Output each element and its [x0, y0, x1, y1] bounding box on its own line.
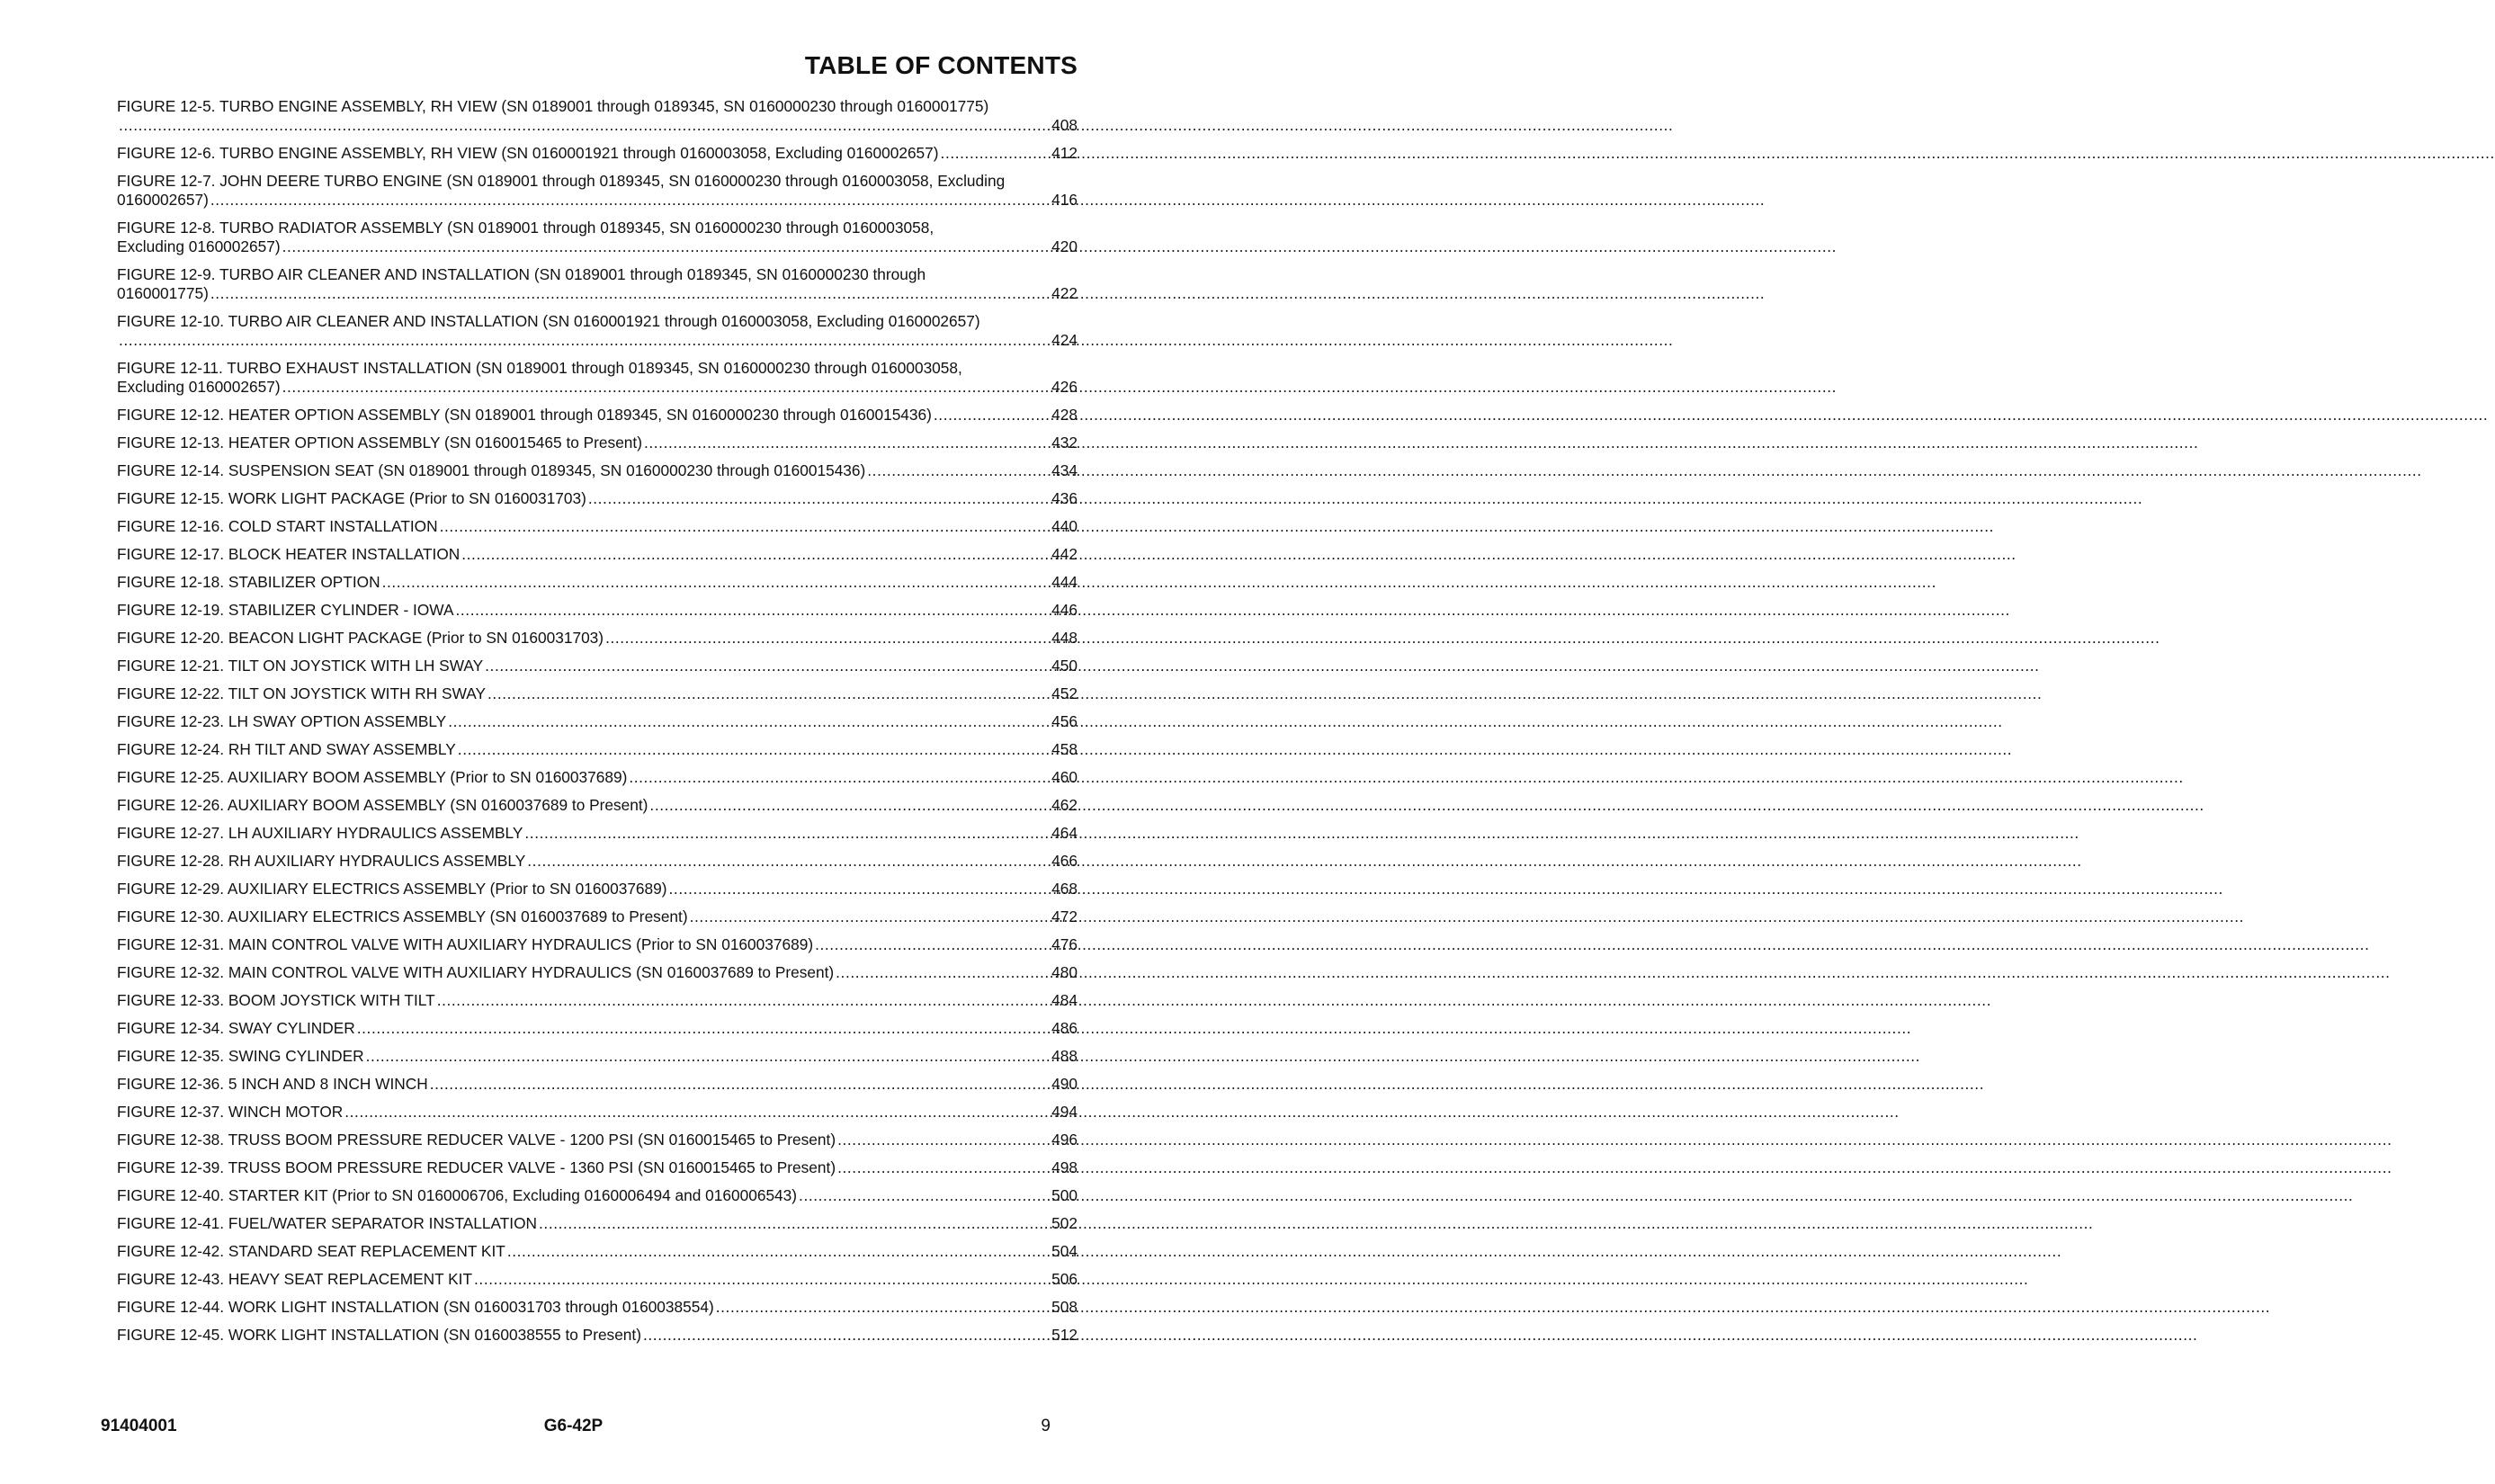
toc-entry-page-number: 506	[1051, 1270, 1078, 1288]
dot-leader	[524, 824, 1050, 843]
toc-entry-title: FIGURE 12-17. BLOCK HEATER INSTALLATION	[117, 545, 461, 563]
toc-entry[interactable]	[117, 796, 1078, 815]
toc-entry[interactable]	[117, 219, 1078, 256]
toc-entry-page-number: 496	[1051, 1131, 1078, 1149]
toc-entry-title: FIGURE 12-41. FUEL/WATER SEPARATOR INSTALLATION	[117, 1214, 538, 1232]
toc-list	[117, 97, 1078, 1354]
toc-entry-page-number: 464	[1051, 824, 1078, 842]
toc-entry[interactable]	[117, 573, 1078, 592]
page-title: TABLE OF CONTENTS	[804, 51, 1078, 79]
toc-entry-leader-line	[117, 1047, 1078, 1066]
toc-entry[interactable]	[117, 489, 1078, 508]
toc-entry-page-number: 456	[1051, 712, 1078, 730]
toc-entry[interactable]	[117, 434, 1078, 452]
toc-entry[interactable]	[117, 684, 1078, 703]
toc-entry-page-number: 462	[1051, 796, 1078, 814]
dot-leader	[366, 1047, 1051, 1066]
toc-entry-page-number: 472	[1051, 907, 1078, 925]
toc-entry-title: FIGURE 12-21. TILT ON JOYSTICK WITH LH SWAY	[117, 657, 484, 675]
dot-leader	[382, 573, 1051, 592]
toc-entry-title: FIGURE 12-12. HEATER OPTION ASSEMBLY (SN 0189001 through 0189345, SN 0160000230 through 0160015436)	[117, 406, 932, 424]
toc-entry-leader-line	[117, 1326, 1078, 1345]
toc-entry-title: FIGURE 12-7. JOHN DEERE TURBO ENGINE (SN 0189001 through 0189345, SN 0160000230 through 0160003058, Excluding	[117, 172, 1006, 190]
toc-entry-title-continued: 0160001775)	[117, 284, 209, 302]
toc-entry-title: FIGURE 12-30. AUXILIARY ELECTRICS ASSEMBLY (SN 0160037689 to Present)	[117, 907, 688, 925]
toc-entry-title: FIGURE 12-28. RH AUXILIARY HYDRAULICS ASSEMBLY	[117, 852, 526, 870]
toc-entry-leader-line	[117, 545, 1078, 564]
toc-entry-title: FIGURE 12-25. AUXILIARY BOOM ASSEMBLY (Prior to SN 0160037689)	[117, 768, 628, 786]
toc-entry-leader-line	[117, 601, 1078, 620]
toc-entry-title: FIGURE 12-23. LH SWAY OPTION ASSEMBLY	[117, 712, 447, 730]
toc-entry-page-number: 498	[1051, 1158, 1078, 1176]
toc-entry-leader-line	[117, 116, 1078, 135]
toc-entry-leader-line	[117, 1186, 1078, 1205]
toc-entry-leader-line	[117, 378, 1078, 397]
dot-leader	[934, 406, 1050, 425]
toc-entry[interactable]	[117, 1326, 1078, 1345]
toc-entry-page-number: 412	[1051, 144, 1078, 162]
toc-entry-page-number: 434	[1051, 461, 1078, 479]
toc-entry-page-number: 450	[1051, 657, 1078, 675]
toc-entry[interactable]	[117, 1270, 1078, 1289]
toc-entry-page-number: 458	[1051, 740, 1078, 758]
toc-entry-leader-line	[117, 1298, 1078, 1317]
dot-leader	[357, 1019, 1050, 1038]
dot-leader	[649, 796, 1050, 815]
toc-entry-page-number: 422	[1051, 284, 1078, 302]
toc-entry-title: FIGURE 12-27. LH AUXILIARY HYDRAULICS ASSEMBLY	[117, 824, 523, 842]
toc-entry-title: FIGURE 12-14. SUSPENSION SEAT (SN 0189001 through 0189345, SN 0160000230 through 0160015436)	[117, 461, 866, 479]
toc-entry-page-number: 442	[1051, 545, 1078, 563]
toc-entry[interactable]	[117, 1075, 1078, 1094]
dot-leader	[461, 545, 1050, 564]
toc-entry-title: FIGURE 12-8. TURBO RADIATOR ASSEMBLY (SN 0189001 through 0189345, SN 0160000230 through 0160003058,	[117, 219, 935, 237]
toc-entry-leader-line	[117, 991, 1078, 1010]
toc-entry-title: FIGURE 12-10. TURBO AIR CLEANER AND INSTALLATION (SN 0160001921 through 0160003058, Excluding 0160002657)	[117, 312, 980, 330]
toc-entry-page-number: 486	[1051, 1019, 1078, 1037]
dot-leader	[507, 1242, 1050, 1261]
toc-entry[interactable]	[117, 461, 1078, 480]
toc-entry-page-number: 460	[1051, 768, 1078, 786]
toc-entry-page-number: 494	[1051, 1103, 1078, 1121]
dot-leader	[437, 991, 1050, 1010]
toc-entry-leader-line	[117, 237, 1078, 256]
toc-entry[interactable]	[117, 935, 1078, 954]
toc-entry-leader-line	[117, 824, 1078, 843]
toc-entry[interactable]	[117, 768, 1078, 787]
toc-entry[interactable]	[117, 1019, 1078, 1038]
footer-doc-number: 91404001	[101, 1417, 177, 1435]
toc-entry-page-number: 500	[1051, 1186, 1078, 1204]
toc-entry-page-number: 446	[1051, 601, 1078, 619]
toc-entry[interactable]	[117, 1298, 1078, 1317]
toc-entry-page-number: 466	[1051, 852, 1078, 870]
toc-entry-leader-line	[117, 907, 1078, 926]
dot-leader	[282, 378, 1051, 397]
toc-entry-leader-line	[117, 1019, 1078, 1038]
toc-entry[interactable]	[117, 963, 1078, 982]
dot-leader	[539, 1214, 1050, 1233]
toc-entry-title-continued: Excluding 0160002657)	[117, 378, 281, 396]
toc-entry-title: FIGURE 12-15. WORK LIGHT PACKAGE (Prior to SN 0160031703)	[117, 489, 586, 507]
toc-entry-leader-line	[117, 629, 1078, 648]
toc-entry-page-number: 502	[1051, 1214, 1078, 1232]
toc-entry-leader-line	[117, 740, 1078, 759]
dot-leader	[440, 517, 1051, 536]
toc-entry-title: FIGURE 12-37. WINCH MOTOR	[117, 1103, 344, 1121]
toc-entry-title: FIGURE 12-32. MAIN CONTROL VALVE WITH AUXILIARY HYDRAULICS (SN 0160037689 to Present)	[117, 963, 835, 981]
toc-entry-leader-line	[117, 434, 1078, 452]
toc-entry-title: FIGURE 12-43. HEAVY SEAT REPLACEMENT KIT	[117, 1270, 473, 1288]
toc-entry[interactable]	[117, 1131, 1078, 1149]
toc-entry-page-number: 408	[1051, 116, 1078, 134]
toc-entry-leader-line	[117, 1242, 1078, 1261]
toc-entry[interactable]	[117, 1158, 1078, 1177]
toc-entry-leader-line	[117, 331, 1078, 350]
toc-entry[interactable]	[117, 1242, 1078, 1261]
toc-entry[interactable]	[117, 712, 1078, 731]
toc-entry[interactable]	[117, 406, 1078, 425]
dot-leader	[629, 768, 1050, 787]
dot-leader	[119, 116, 1050, 135]
toc-entry-leader-line	[117, 1131, 1078, 1149]
dot-leader	[588, 489, 1050, 508]
toc-entry-title: FIGURE 12-33. BOOM JOYSTICK WITH TILT	[117, 991, 435, 1009]
dot-leader	[282, 237, 1051, 256]
dot-leader	[643, 1326, 1050, 1345]
toc-entry[interactable]	[117, 172, 1078, 210]
toc-entry-title: FIGURE 12-11. TURBO EXHAUST INSTALLATION (SN 0189001 through 0189345, SN 0160000230 through 0160003058,	[117, 359, 962, 377]
toc-entry-title: FIGURE 12-6. TURBO ENGINE ASSEMBLY, RH VIEW (SN 0160001921 through 0160003058, Excluding 0160002657)	[117, 144, 939, 162]
toc-entry-page-number: 480	[1051, 963, 1078, 981]
toc-entry-title: FIGURE 12-16. COLD START INSTALLATION	[117, 517, 438, 535]
toc-entry-page-number: 452	[1051, 684, 1078, 702]
dot-leader	[716, 1298, 1050, 1317]
dot-leader	[210, 284, 1050, 303]
toc-entry-title: FIGURE 12-5. TURBO ENGINE ASSEMBLY, RH VIEW (SN 0189001 through 0189345, SN 0160000230 through 0160001775)	[117, 97, 989, 115]
dot-leader	[669, 880, 1051, 898]
dot-leader	[448, 712, 1050, 731]
toc-entry-leader-line	[117, 1103, 1078, 1122]
toc-entry-title-continued: 0160002657)	[117, 191, 209, 209]
toc-entry-leader-line	[117, 657, 1078, 675]
toc-entry[interactable]	[117, 97, 1078, 135]
toc-entry-leader-line	[117, 1214, 1078, 1233]
dot-leader	[487, 684, 1050, 703]
toc-entry[interactable]	[117, 545, 1078, 564]
toc-entry-leader-line	[117, 573, 1078, 592]
dot-leader	[644, 434, 1050, 452]
toc-entry[interactable]	[117, 880, 1078, 898]
toc-entry-page-number: 484	[1051, 991, 1078, 1009]
toc-entry-title: FIGURE 12-18. STABILIZER OPTION	[117, 573, 380, 591]
toc-entry[interactable]	[117, 991, 1078, 1010]
toc-entry-page-number: 512	[1051, 1326, 1078, 1344]
toc-entry-leader-line	[117, 191, 1078, 210]
toc-entry[interactable]	[117, 359, 1078, 397]
dot-leader	[605, 629, 1050, 648]
toc-entry[interactable]	[117, 657, 1078, 675]
toc-entry[interactable]	[117, 1186, 1078, 1205]
toc-entry-page-number: 440	[1051, 517, 1078, 535]
toc-entry-title: FIGURE 12-40. STARTER KIT (Prior to SN 0160006706, Excluding 0160006494 and 0160006543)	[117, 1186, 798, 1204]
toc-entry-page-number: 488	[1051, 1047, 1078, 1065]
toc-entry-page-number: 436	[1051, 489, 1078, 507]
toc-entry-title: FIGURE 12-42. STANDARD SEAT REPLACEMENT KIT	[117, 1242, 505, 1260]
toc-entry[interactable]	[117, 1047, 1078, 1066]
toc-entry-page-number: 428	[1051, 406, 1078, 424]
toc-entry-title-continued: Excluding 0160002657)	[117, 237, 281, 255]
toc-entry-title: FIGURE 12-13. HEATER OPTION ASSEMBLY (SN 0160015465 to Present)	[117, 434, 642, 451]
toc-entry[interactable]	[117, 907, 1078, 926]
dot-leader	[456, 601, 1051, 620]
toc-entry-leader-line	[117, 489, 1078, 508]
toc-entry-title: FIGURE 12-22. TILT ON JOYSTICK WITH RH SWAY	[117, 684, 487, 702]
toc-entry-leader-line	[117, 284, 1078, 303]
dot-leader	[344, 1103, 1050, 1122]
dot-leader	[527, 852, 1050, 871]
dot-leader	[836, 963, 1050, 982]
toc-entry-leader-line	[117, 144, 1078, 163]
toc-entry-title: FIGURE 12-36. 5 INCH AND 8 INCH WINCH	[117, 1075, 428, 1093]
toc-entry[interactable]	[117, 740, 1078, 759]
toc-entry-leader-line	[117, 852, 1078, 871]
toc-entry[interactable]	[117, 601, 1078, 620]
toc-entry[interactable]	[117, 824, 1078, 843]
document-page	[0, 0, 1147, 1484]
toc-entry-page-number: 444	[1051, 573, 1078, 591]
toc-entry-leader-line	[117, 712, 1078, 731]
toc-entry[interactable]	[117, 852, 1078, 871]
toc-entry-page-number: 468	[1051, 880, 1078, 898]
toc-entry-title: FIGURE 12-26. AUXILIARY BOOM ASSEMBLY (SN 0160037689 to Present)	[117, 796, 648, 814]
dot-leader	[815, 935, 1050, 954]
dot-leader	[837, 1131, 1050, 1149]
toc-entry[interactable]	[117, 629, 1078, 648]
toc-entry-title: FIGURE 12-24. RH TILT AND SWAY ASSEMBLY	[117, 740, 456, 758]
toc-entry-leader-line	[117, 796, 1078, 815]
toc-entry-title: FIGURE 12-45. WORK LIGHT INSTALLATION (SN 0160038555 to Present)	[117, 1326, 641, 1344]
toc-entry-page-number: 424	[1051, 331, 1078, 349]
footer-model: G6-42P	[543, 1417, 604, 1435]
toc-entry-title: FIGURE 12-29. AUXILIARY ELECTRICS ASSEMBLY (Prior to SN 0160037689)	[117, 880, 667, 898]
dot-leader	[837, 1158, 1050, 1177]
dot-leader	[867, 461, 1050, 480]
toc-entry-page-number: 432	[1051, 434, 1078, 451]
toc-entry[interactable]	[117, 312, 1078, 350]
dot-leader	[474, 1270, 1050, 1289]
toc-entry-page-number: 420	[1051, 237, 1078, 255]
toc-entry-page-number: 508	[1051, 1298, 1078, 1316]
toc-entry[interactable]	[117, 1103, 1078, 1122]
toc-entry[interactable]	[117, 1214, 1078, 1233]
toc-entry[interactable]	[117, 265, 1078, 303]
toc-entry[interactable]	[117, 144, 1078, 163]
toc-entry-page-number: 448	[1051, 629, 1078, 647]
dot-leader	[119, 331, 1050, 350]
toc-entry-title: FIGURE 12-39. TRUSS BOOM PRESSURE REDUCER VALVE - 1360 PSI (SN 0160015465 to Present)	[117, 1158, 836, 1176]
toc-entry-leader-line	[117, 461, 1078, 480]
toc-entry-leader-line	[117, 880, 1078, 898]
toc-entry-page-number: 504	[1051, 1242, 1078, 1260]
toc-entry-leader-line	[117, 768, 1078, 787]
toc-entry-title: FIGURE 12-19. STABILIZER CYLINDER - IOWA	[117, 601, 454, 619]
toc-entry-leader-line	[117, 517, 1078, 536]
dot-leader	[799, 1186, 1050, 1205]
toc-entry-page-number: 416	[1051, 191, 1078, 209]
toc-entry-title: FIGURE 12-44. WORK LIGHT INSTALLATION (SN 0160031703 through 0160038554)	[117, 1298, 714, 1316]
toc-entry-page-number: 490	[1051, 1075, 1078, 1093]
toc-entry[interactable]	[117, 517, 1078, 536]
dot-leader	[690, 907, 1051, 926]
toc-entry-leader-line	[117, 1075, 1078, 1094]
footer-page-number: 9	[1041, 1417, 1051, 1435]
toc-entry-leader-line	[117, 935, 1078, 954]
dot-leader	[458, 740, 1050, 759]
dot-leader	[941, 144, 1051, 163]
toc-entry-title: FIGURE 12-31. MAIN CONTROL VALVE WITH AUXILIARY HYDRAULICS (Prior to SN 0160037689)	[117, 935, 814, 953]
toc-entry-leader-line	[117, 963, 1078, 982]
dot-leader	[210, 191, 1050, 210]
toc-entry-title: FIGURE 12-9. TURBO AIR CLEANER AND INSTALLATION (SN 0189001 through 0189345, SN 0160000230 through	[117, 265, 926, 283]
toc-entry-leader-line	[117, 1270, 1078, 1289]
toc-entry-page-number: 476	[1051, 935, 1078, 953]
toc-entry-leader-line	[117, 1158, 1078, 1177]
toc-entry-title: FIGURE 12-34. SWAY CYLINDER	[117, 1019, 355, 1037]
toc-entry-title: FIGURE 12-35. SWING CYLINDER	[117, 1047, 364, 1065]
toc-entry-title: FIGURE 12-20. BEACON LIGHT PACKAGE (Prior to SN 0160031703)	[117, 629, 604, 647]
toc-entry-leader-line	[117, 684, 1078, 703]
toc-entry-leader-line	[117, 406, 1078, 425]
dot-leader	[485, 657, 1050, 675]
toc-entry-page-number: 426	[1051, 378, 1078, 396]
toc-entry-title: FIGURE 12-38. TRUSS BOOM PRESSURE REDUCER VALVE - 1200 PSI (SN 0160015465 to Present)	[117, 1131, 836, 1149]
dot-leader	[430, 1075, 1050, 1094]
